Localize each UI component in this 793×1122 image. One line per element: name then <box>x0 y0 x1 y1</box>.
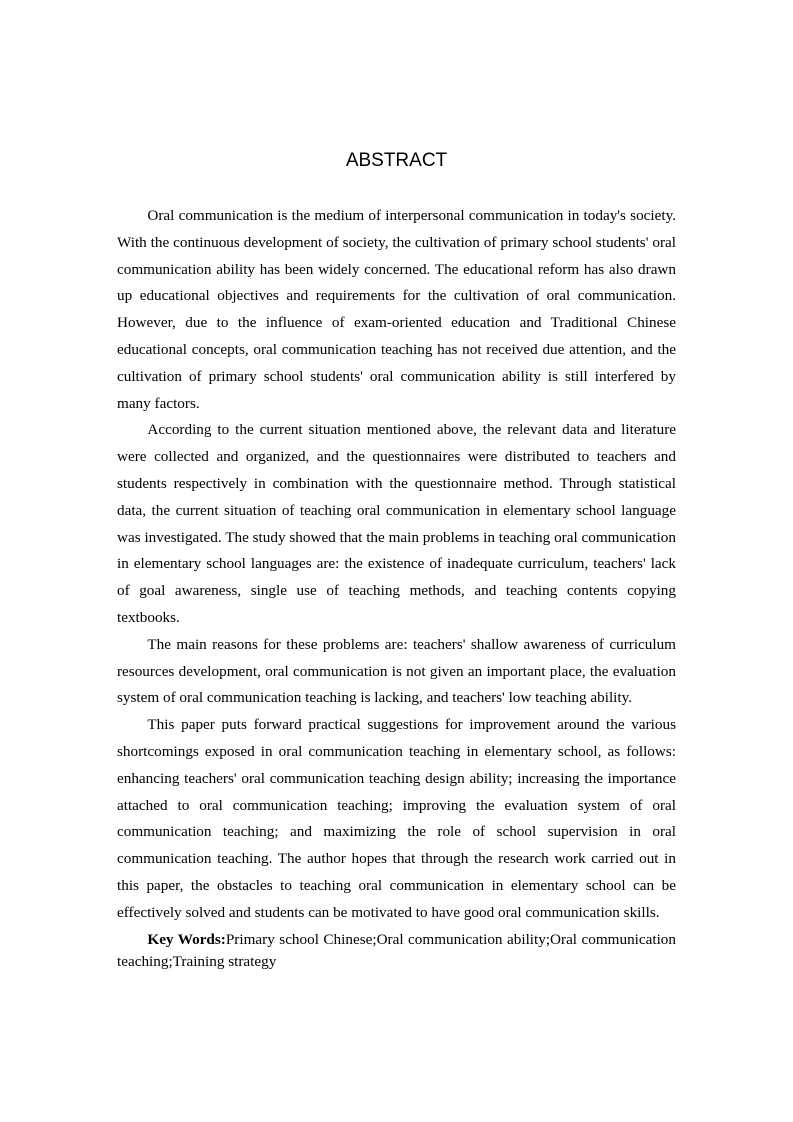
abstract-paragraph-1: Oral communication is the medium of interpersonal communication in today's society. With the continuous development of society, the cultivation of primary school students' oral communication ability has been widely concerned. The educational reform has also drawn up educational objectives and requirements for the cultivation of oral communication. However, due to the influence of exam-oriented education and Traditional Chinese educational concepts, oral communication teaching has not received due attention, and the cultivation of primary school students' oral communication ability is still interfered by many factors. <box>117 207 676 412</box>
abstract-body <box>117 203 676 973</box>
abstract-paragraph-3: The main reasons for these problems are: teachers' shallow awareness of curriculum resources development, oral communication is not given an important place, the evaluation system of oral communication teaching is lacking, and teachers' low teaching ability. <box>117 635 676 707</box>
abstract-paragraph-2: According to the current situation mentioned above, the relevant data and literature were collected and organized, and the questionnaires were distributed to teachers and students respectively in combination with the questionnaire method. Through statistical data, the current situation of teaching oral communication in elementary school language was investigated. The study showed that the main problems in teaching oral communication in elementary school languages are: the existence of inadequate curriculum, teachers' lack of goal awareness, single use of teaching methods, and teaching contents copying textbooks. <box>117 421 676 626</box>
keywords-label: Key Words: <box>147 930 226 948</box>
abstract-title: ABSTRACT <box>345 150 448 171</box>
keywords-text: Primary school Chinese;Oral communication ability;Oral communication teaching;Training strategy <box>117 930 676 970</box>
abstract-paragraph-4: This paper puts forward practical suggestions for improvement around the various shortcomings exposed in oral communication teaching in elementary school, as follows: enhancing teachers' oral communication teaching design ability; increasing the importance attached to oral communication teaching; improving the evaluation system of oral communication teaching; and maximizing the role of school supervision in oral communication teaching. The author hopes that through the research work carried out in this paper, the obstacles to teaching oral communication in elementary school can be effectively solved and students can be motivated to have good oral communication skills. <box>117 716 676 921</box>
keywords-line <box>117 927 676 973</box>
